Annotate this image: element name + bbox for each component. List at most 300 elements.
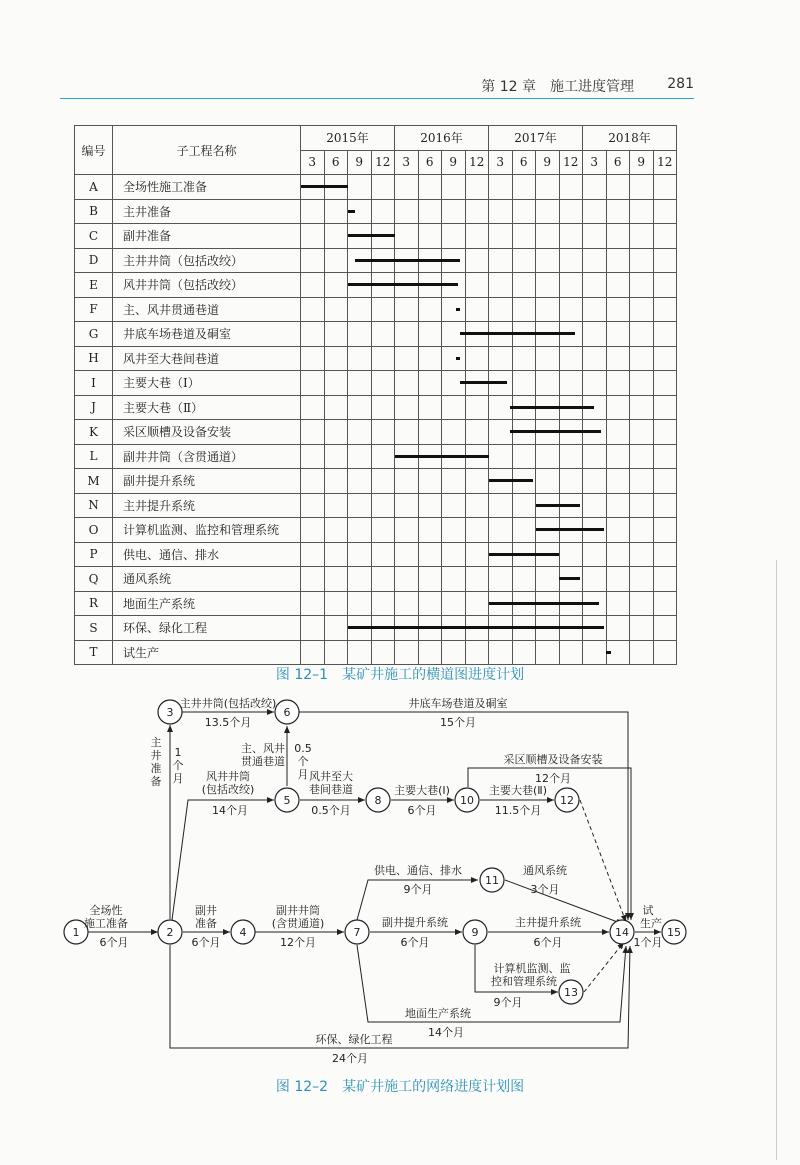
activity-duration: 6个月 <box>191 936 221 949</box>
timeline-cell <box>442 567 466 592</box>
timeline-cell <box>606 322 630 347</box>
timeline-cell <box>489 346 513 371</box>
timeline-cell <box>465 175 489 200</box>
timeline-cell <box>489 518 513 543</box>
activity-label: 备 <box>150 775 162 788</box>
timeline-cell <box>630 175 654 200</box>
timeline-cell <box>442 420 466 445</box>
activity-label: 试 <box>642 904 654 917</box>
month-header: 6 <box>512 150 536 175</box>
timeline-cell <box>653 542 677 567</box>
timeline-cell <box>442 224 466 249</box>
timeline-cell <box>371 616 395 641</box>
timeline-cell <box>324 273 348 298</box>
timeline-cell <box>442 248 466 273</box>
timeline-cell <box>395 199 419 224</box>
activity-label: 通风系统 <box>523 864 567 877</box>
timeline-cell <box>489 469 513 494</box>
gantt-row <box>75 493 677 518</box>
timeline-cell <box>301 175 325 200</box>
timeline-cell <box>395 175 419 200</box>
timeline-cell <box>606 444 630 469</box>
timeline-cell <box>536 616 560 641</box>
timeline-cell <box>465 444 489 469</box>
timeline-cell <box>418 297 442 322</box>
timeline-cell <box>418 273 442 298</box>
timeline-cell <box>348 175 372 200</box>
timeline-cell <box>559 591 583 616</box>
activity-label: 主、风井 <box>241 742 285 755</box>
timeline-cell <box>536 444 560 469</box>
activity-duration: 0.5 <box>294 742 312 755</box>
activity-label: 副井 <box>195 904 217 917</box>
task-id: M <box>75 469 113 494</box>
timeline-cell <box>512 371 536 396</box>
timeline-cell <box>630 640 654 665</box>
timeline-cell <box>465 591 489 616</box>
node-number: 13 <box>564 986 578 999</box>
timeline-cell <box>395 248 419 273</box>
timeline-cell <box>512 444 536 469</box>
timeline-cell <box>418 518 442 543</box>
timeline-cell <box>583 371 607 396</box>
activity-label: 计算机监测、监 <box>493 962 571 975</box>
network-node <box>158 920 182 944</box>
activity-label: 副井提升系统 <box>382 916 448 929</box>
page-number: 281 <box>667 76 694 92</box>
timeline-cell <box>324 395 348 420</box>
gantt-row <box>75 273 677 298</box>
timeline-cell <box>395 322 419 347</box>
timeline-cell <box>465 469 489 494</box>
timeline-cell <box>489 420 513 445</box>
timeline-cell <box>653 469 677 494</box>
timeline-cell <box>465 616 489 641</box>
timeline-cell <box>559 199 583 224</box>
month-header: 12 <box>653 150 677 175</box>
timeline-cell <box>489 444 513 469</box>
timeline-cell <box>324 297 348 322</box>
month-header: 9 <box>536 150 560 175</box>
timeline-cell <box>606 567 630 592</box>
month-header: 6 <box>418 150 442 175</box>
activity-label: 施工准备 <box>84 917 128 930</box>
timeline-cell <box>442 395 466 420</box>
activity-label: 主井提升系统 <box>515 916 581 929</box>
timeline-cell <box>301 371 325 396</box>
timeline-cell <box>583 640 607 665</box>
timeline-cell <box>583 248 607 273</box>
timeline-cell <box>395 395 419 420</box>
timeline-cell <box>630 420 654 445</box>
timeline-cell <box>465 640 489 665</box>
timeline-cell <box>512 567 536 592</box>
task-id: D <box>75 248 113 273</box>
timeline-cell <box>489 273 513 298</box>
timeline-cell <box>465 518 489 543</box>
timeline-cell <box>583 175 607 200</box>
timeline-cell <box>371 420 395 445</box>
timeline-cell <box>583 567 607 592</box>
month-header: 6 <box>606 150 630 175</box>
node-number: 2 <box>166 926 174 939</box>
timeline-cell <box>418 616 442 641</box>
timeline-cell <box>583 322 607 347</box>
timeline-cell <box>465 420 489 445</box>
timeline-cell <box>653 493 677 518</box>
timeline-cell <box>559 542 583 567</box>
dummy-12-14 <box>580 800 626 922</box>
timeline-cell <box>395 224 419 249</box>
timeline-cell <box>583 591 607 616</box>
timeline-cell <box>489 616 513 641</box>
figure-caption-1: 图 12–1 某矿井施工的横道图进度计划 <box>275 667 525 683</box>
timeline-cell <box>583 420 607 445</box>
timeline-cell <box>301 567 325 592</box>
gantt-row <box>75 371 677 396</box>
task-id: F <box>75 297 113 322</box>
timeline-cell <box>653 371 677 396</box>
timeline-cell <box>395 542 419 567</box>
timeline-cell <box>418 199 442 224</box>
timeline-cell <box>606 493 630 518</box>
activity-duration: 0.5个月 <box>311 804 351 817</box>
timeline-cell <box>536 567 560 592</box>
timeline-cell <box>630 199 654 224</box>
activity-label: 风井井筒 <box>206 770 250 783</box>
timeline-cell <box>395 273 419 298</box>
task-name: 主井提升系统 <box>113 493 301 518</box>
timeline-cell <box>301 542 325 567</box>
task-id: N <box>75 493 113 518</box>
timeline-cell <box>536 371 560 396</box>
timeline-cell <box>653 175 677 200</box>
month-header: 9 <box>442 150 466 175</box>
network-node <box>366 788 390 812</box>
timeline-cell <box>630 469 654 494</box>
node-number: 14 <box>615 926 629 939</box>
timeline-cell <box>559 297 583 322</box>
timeline-cell <box>465 395 489 420</box>
timeline-cell <box>465 542 489 567</box>
timeline-cell <box>489 248 513 273</box>
activity-label: 巷间巷道 <box>309 783 353 796</box>
network-node <box>231 920 255 944</box>
timeline-cell <box>348 371 372 396</box>
timeline-cell <box>512 469 536 494</box>
network-node <box>275 700 299 724</box>
timeline-cell <box>583 395 607 420</box>
timeline-cell <box>630 224 654 249</box>
timeline-cell <box>371 395 395 420</box>
timeline-cell <box>395 518 419 543</box>
activity-label: 准 <box>150 762 162 775</box>
timeline-cell <box>559 248 583 273</box>
timeline-cell <box>324 518 348 543</box>
timeline-cell <box>442 640 466 665</box>
network-node <box>275 788 299 812</box>
task-name: 通风系统 <box>113 567 301 592</box>
figure-caption-2: 图 12–2 某矿井施工的网络进度计划图 <box>275 1079 525 1095</box>
timeline-cell <box>489 567 513 592</box>
timeline-cell <box>324 469 348 494</box>
activity-label: 井底车场巷道及硐室 <box>408 697 508 710</box>
timeline-cell <box>536 175 560 200</box>
network-node <box>158 700 182 724</box>
activity-label: 风井至大 <box>309 770 353 783</box>
timeline-cell <box>395 371 419 396</box>
activity-label: 贯通巷道 <box>241 755 285 768</box>
task-name: 主井井筒（包括改绞） <box>113 248 301 273</box>
timeline-cell <box>348 297 372 322</box>
gantt-row <box>75 248 677 273</box>
timeline-cell <box>489 493 513 518</box>
timeline-cell <box>418 640 442 665</box>
activity-label: 地面生产系统 <box>405 1007 471 1020</box>
activity-duration: 11.5个月 <box>494 804 542 817</box>
timeline-cell <box>348 444 372 469</box>
timeline-cell <box>301 616 325 641</box>
activity-duration: 24个月 <box>332 1052 368 1065</box>
task-name: 计算机监测、监控和管理系统 <box>113 518 301 543</box>
timeline-cell <box>606 224 630 249</box>
timeline-cell <box>395 420 419 445</box>
network-node <box>480 868 504 892</box>
task-id: B <box>75 199 113 224</box>
timeline-cell <box>583 199 607 224</box>
network-node <box>455 788 479 812</box>
gantt-row <box>75 567 677 592</box>
timeline-cell <box>559 469 583 494</box>
timeline-cell <box>583 616 607 641</box>
task-id: C <box>75 224 113 249</box>
gantt-row <box>75 297 677 322</box>
year-header: 2016年 <box>395 126 489 151</box>
timeline-cell <box>301 199 325 224</box>
timeline-cell <box>324 420 348 445</box>
timeline-cell <box>630 248 654 273</box>
task-name: 主要大巷（Ⅰ） <box>113 371 301 396</box>
timeline-cell <box>324 224 348 249</box>
timeline-cell <box>348 224 372 249</box>
timeline-cell <box>442 346 466 371</box>
activity-label: 主井井筒(包括改绞) <box>179 697 277 710</box>
gantt-row <box>75 175 677 200</box>
month-header: 3 <box>489 150 513 175</box>
task-id: E <box>75 273 113 298</box>
timeline-cell <box>418 444 442 469</box>
timeline-cell <box>512 297 536 322</box>
timeline-cell <box>418 420 442 445</box>
timeline-cell <box>465 493 489 518</box>
task-name: 试生产 <box>113 640 301 665</box>
timeline-cell <box>371 469 395 494</box>
timeline-cell <box>371 199 395 224</box>
timeline-cell <box>442 297 466 322</box>
month-header: 3 <box>583 150 607 175</box>
activity-duration: 月 <box>297 768 309 781</box>
timeline-cell <box>348 346 372 371</box>
timeline-cell <box>559 322 583 347</box>
timeline-cell <box>324 493 348 518</box>
timeline-cell <box>371 297 395 322</box>
task-name: 风井至大巷间巷道 <box>113 346 301 371</box>
activity-duration: 12个月 <box>280 936 316 949</box>
task-name: 副井准备 <box>113 224 301 249</box>
task-id: Q <box>75 567 113 592</box>
chapter-title: 第 12 章 施工进度管理 <box>481 79 634 95</box>
month-header: 6 <box>324 150 348 175</box>
timeline-cell <box>301 224 325 249</box>
timeline-cell <box>512 175 536 200</box>
timeline-cell <box>442 199 466 224</box>
timeline-cell <box>512 248 536 273</box>
month-header: 12 <box>559 150 583 175</box>
task-name: 环保、绿化工程 <box>113 616 301 641</box>
timeline-cell <box>512 322 536 347</box>
activity-duration: 6个月 <box>533 936 563 949</box>
timeline-cell <box>606 469 630 494</box>
timeline-cell <box>489 371 513 396</box>
year-header: 2018年 <box>583 126 677 151</box>
timeline-cell <box>583 273 607 298</box>
timeline-cell <box>653 297 677 322</box>
activity-label: 井 <box>150 749 162 762</box>
timeline-cell <box>536 395 560 420</box>
task-name: 副井井筒（含贯通道） <box>113 444 301 469</box>
timeline-cell <box>583 542 607 567</box>
col-header-id: 编号 <box>75 126 113 175</box>
activity-label: 主要大巷(Ⅰ) <box>394 784 450 797</box>
timeline-cell <box>371 518 395 543</box>
timeline-cell <box>489 224 513 249</box>
timeline-cell <box>606 420 630 445</box>
timeline-cell <box>301 640 325 665</box>
timeline-cell <box>606 395 630 420</box>
timeline-cell <box>301 469 325 494</box>
activity-label: 供电、通信、排水 <box>374 864 462 877</box>
month-header: 3 <box>395 150 419 175</box>
timeline-cell <box>583 469 607 494</box>
timeline-cell <box>324 591 348 616</box>
timeline-cell <box>395 591 419 616</box>
timeline-cell <box>653 248 677 273</box>
task-id: A <box>75 175 113 200</box>
timeline-cell <box>630 518 654 543</box>
timeline-cell <box>301 518 325 543</box>
timeline-cell <box>301 444 325 469</box>
timeline-cell <box>583 518 607 543</box>
timeline-cell <box>559 371 583 396</box>
timeline-cell <box>442 273 466 298</box>
timeline-cell <box>606 616 630 641</box>
timeline-cell <box>371 493 395 518</box>
node-number: 7 <box>353 926 361 939</box>
timeline-cell <box>324 175 348 200</box>
timeline-cell <box>606 248 630 273</box>
timeline-cell <box>324 322 348 347</box>
activity-duration: 3个月 <box>530 883 560 896</box>
year-header: 2015年 <box>301 126 395 151</box>
activity-duration: 13.5个月 <box>204 716 252 729</box>
timeline-cell <box>395 444 419 469</box>
month-header: 12 <box>465 150 489 175</box>
node-number: 15 <box>667 926 681 939</box>
timeline-cell <box>536 469 560 494</box>
task-name: 风井井筒（包括改绞） <box>113 273 301 298</box>
timeline-cell <box>301 395 325 420</box>
timeline-cell <box>653 224 677 249</box>
gantt-row <box>75 199 677 224</box>
timeline-cell <box>442 322 466 347</box>
activity-label: 主要大巷(Ⅱ) <box>489 784 547 797</box>
timeline-cell <box>630 322 654 347</box>
timeline-cell <box>653 591 677 616</box>
timeline-cell <box>606 591 630 616</box>
timeline-cell <box>489 297 513 322</box>
activity-label: 环保、绿化工程 <box>315 1033 393 1046</box>
activity-label: 主 <box>150 736 162 749</box>
timeline-cell <box>371 273 395 298</box>
timeline-cell <box>371 224 395 249</box>
timeline-cell <box>395 493 419 518</box>
activity-duration: 个 <box>297 755 309 768</box>
col-header-name: 子工程名称 <box>113 126 301 175</box>
timeline-cell <box>442 616 466 641</box>
gantt-chart <box>74 125 677 665</box>
timeline-cell <box>536 199 560 224</box>
timeline-cell <box>536 322 560 347</box>
timeline-cell <box>348 518 372 543</box>
timeline-cell <box>348 199 372 224</box>
timeline-cell <box>536 542 560 567</box>
activity-duration: 6个月 <box>400 936 430 949</box>
gantt-row <box>75 346 677 371</box>
task-name: 全场性施工准备 <box>113 175 301 200</box>
activity-duration: 1个月 <box>633 936 663 949</box>
activity-duration: 15个月 <box>440 716 476 729</box>
timeline-cell <box>465 248 489 273</box>
network-node <box>463 920 487 944</box>
gantt-row <box>75 469 677 494</box>
node-number: 10 <box>460 794 474 807</box>
timeline-cell <box>606 518 630 543</box>
timeline-cell <box>465 322 489 347</box>
timeline-cell <box>301 493 325 518</box>
timeline-cell <box>536 640 560 665</box>
timeline-cell <box>559 518 583 543</box>
timeline-cell <box>489 395 513 420</box>
activity-label: 副井井筒 <box>276 904 320 917</box>
gantt-row <box>75 591 677 616</box>
timeline-cell <box>442 469 466 494</box>
gantt-row <box>75 444 677 469</box>
activity-duration: 12个月 <box>535 772 571 785</box>
network-diagram <box>58 690 698 1070</box>
timeline-cell <box>418 175 442 200</box>
node-number: 5 <box>283 794 291 807</box>
timeline-cell <box>559 616 583 641</box>
timeline-cell <box>653 322 677 347</box>
activity-duration: 6个月 <box>407 804 437 817</box>
timeline-cell <box>512 346 536 371</box>
timeline-cell <box>348 640 372 665</box>
gantt-row <box>75 616 677 641</box>
activity-duration: 14个月 <box>428 1026 464 1039</box>
node-number: 6 <box>283 706 291 719</box>
timeline-cell <box>653 199 677 224</box>
activity-label: 准备 <box>195 917 217 930</box>
